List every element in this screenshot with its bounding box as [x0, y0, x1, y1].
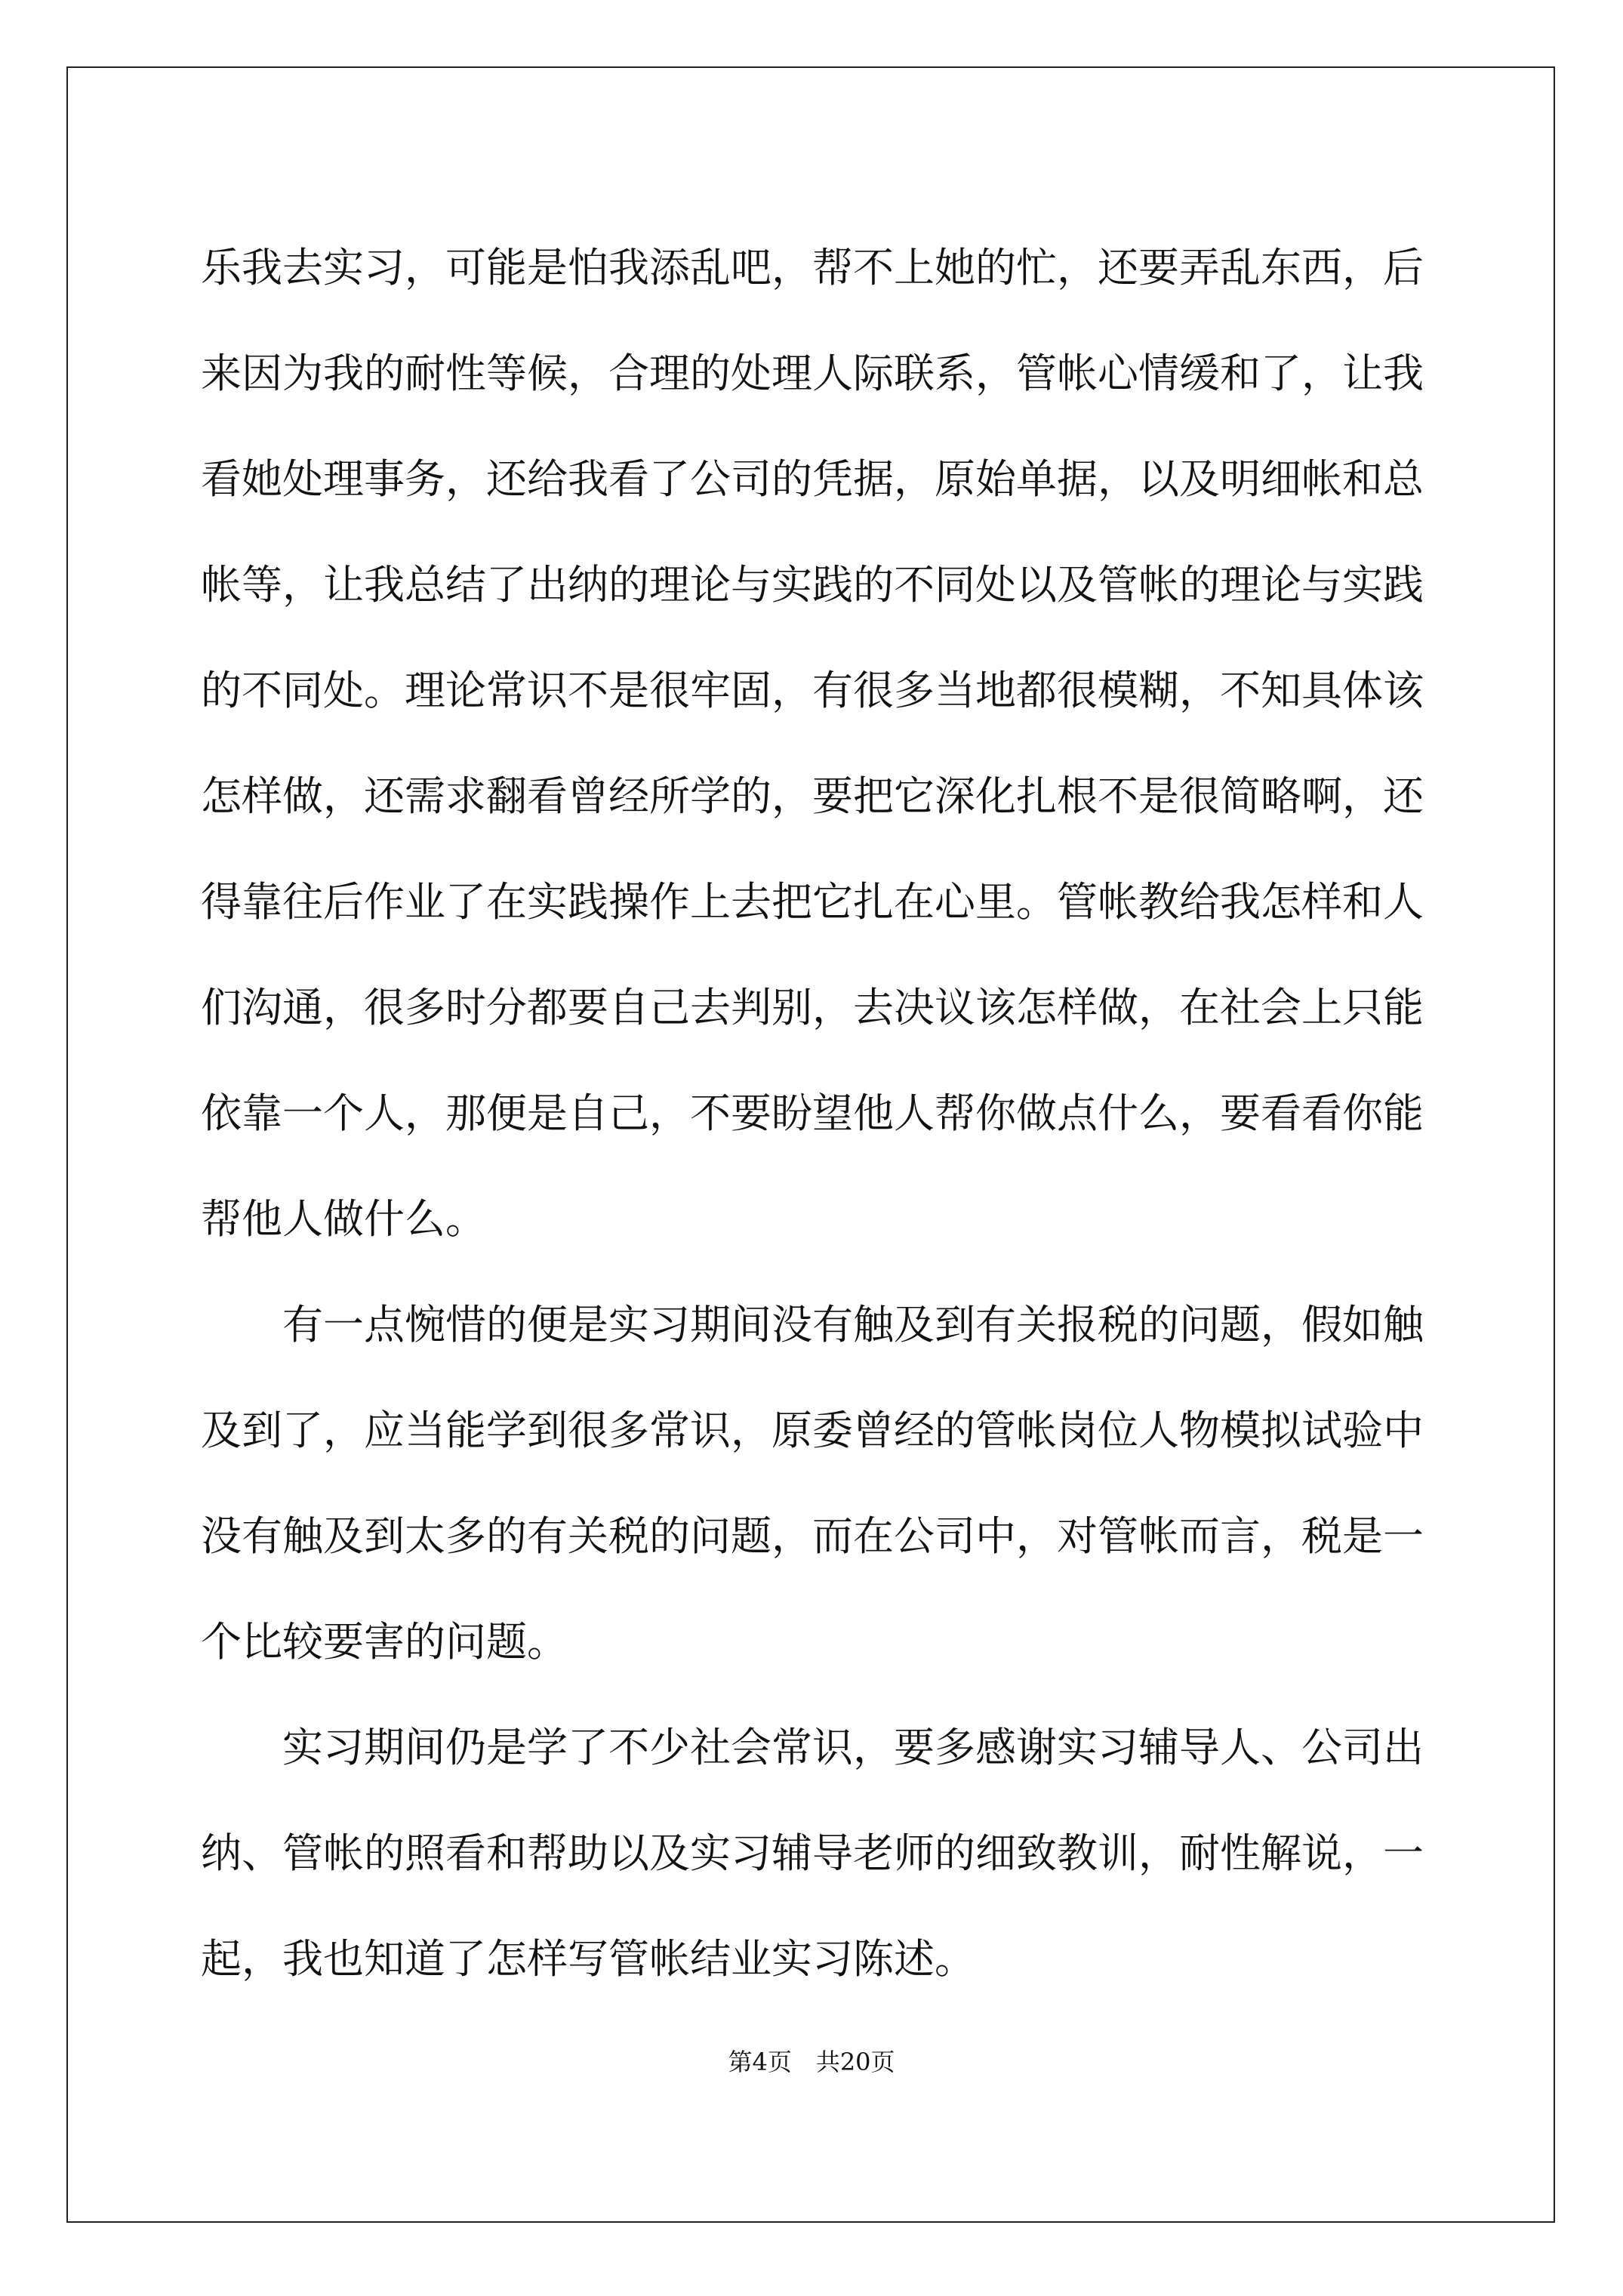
paragraph-2: 有一点惋惜的便是实习期间没有触及到有关报税的问题，假如触及到了，应当能学到很多常识，原委曾经的管帐岗位人物模拟试验中没有触及到太多的有关税的问题，而在公司中，对管帐而言，税是一个比较要害的问题。	[201, 1301, 1424, 1666]
document-body	[201, 215, 1424, 2012]
page-number-footer: 第4页 共20页	[728, 2048, 895, 2076]
paragraph-3: 实习期间仍是学了不少社会常识，要多感谢实习辅导人、公司出纳、管帐的照看和帮助以及实习辅导老师的细致教训，耐性解说，一起，我也知道了怎样写管帐结业实习陈述。	[201, 1724, 1424, 1983]
paragraph-1: 乐我去实习，可能是怕我添乱吧，帮不上她的忙，还要弄乱东西，后来因为我的耐性等候，合理的处理人际联系，管帐心情缓和了，让我看她处理事务，还给我看了公司的凭据，原始单据，以及明细帐和总帐等，让我总结了出纳的理论与实践的不同处以及管帐的理论与实践的不同处。理论常识不是很牢固，有很多当地都很模糊，不知具体该怎样做，还需求翻看曾经所学的，要把它深化扎根不是很简略啊，还得靠往后作业了在实践操作上去把它扎在心里。管帐教给我怎样和人们沟通，很多时分都要自己去判别，去决议该怎样做，在社会上只能依靠一个人，那便是自己，不要盼望他人帮你做点什么，要看看你能帮他人做什么。	[201, 244, 1424, 1243]
